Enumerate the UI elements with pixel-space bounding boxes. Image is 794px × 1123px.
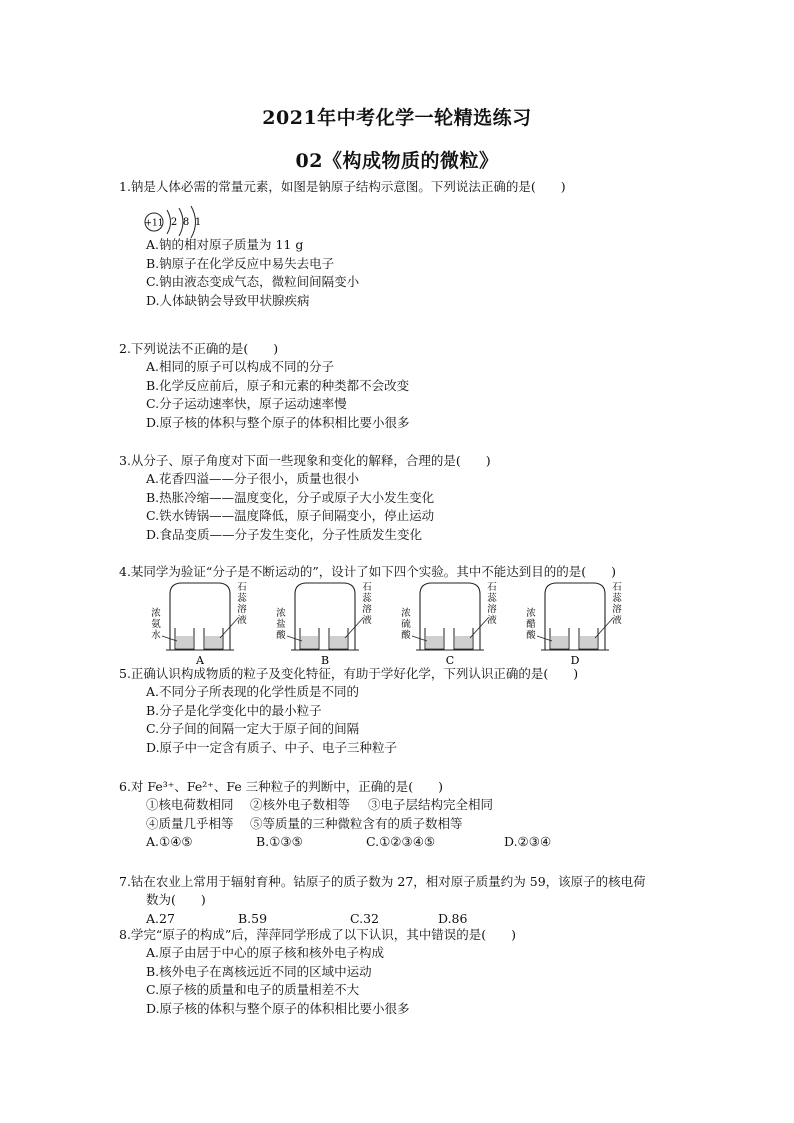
question-6-option-b: B.①③⑤ — [256, 834, 303, 850]
nucleus-charge: +11 — [144, 218, 164, 229]
setup-letter: D — [570, 654, 580, 666]
question-1-stem: 1.钠是人体必需的常量元素，如图是钠原子结构示意图。下列说法正确的是( ) — [119, 179, 566, 194]
right-reagent-label: 石蕊溶液 — [612, 582, 622, 626]
question-3-option-b: B.热胀冷缩——温度变化，分子或原子大小发生变化 — [146, 489, 435, 505]
left-reagent-label: 浓硫酸 — [401, 608, 411, 641]
question-3-stem: 3.从分子、原子角度对下面一些现象和变化的解释，合理的是( ) — [119, 453, 491, 468]
setup-letter: A — [196, 654, 204, 666]
question-7-option-b: B.59 — [238, 910, 268, 926]
question-2-stem: 2.下列说法不正确的是( ) — [119, 341, 279, 356]
question-7-option-a: A.27 — [146, 910, 175, 926]
right-liquid — [580, 636, 597, 648]
right-liquid — [330, 636, 347, 648]
question-6-statements-row-2 — [119, 815, 719, 833]
question-8-option-b: B.核外电子在离核远近不同的区域中运动 — [146, 963, 372, 979]
shell-3-electrons: 1 — [194, 217, 202, 228]
right-reagent-label: 石蕊溶液 — [237, 582, 247, 626]
setup-d — [526, 582, 622, 666]
shell-1-electrons: 2 — [170, 217, 178, 228]
question-6-option-a: A.①④⑤ — [146, 834, 193, 850]
statement-5: ⑤等质量的三种微粒含有的质子数相等 — [250, 815, 463, 831]
setup-a — [151, 582, 247, 666]
question-6-statements-row-1 — [119, 796, 719, 814]
setup-b — [276, 582, 372, 666]
question-8 — [119, 926, 719, 1018]
question-5-option-a: A.不同分子所表现的化学性质是不同的 — [146, 684, 360, 700]
question-5-option-b: B.分子是化学变化中的最小粒子 — [146, 702, 322, 718]
right-reagent-label: 石蕊溶液 — [362, 582, 372, 626]
left-reagent-label: 浓氨水 — [151, 608, 161, 641]
page-subtitle: 02《构成物质的微粒》 — [295, 150, 499, 172]
experiment-apparatus-diagram — [130, 578, 640, 666]
question-6 — [119, 778, 719, 852]
question-7-stem-continued: 数为( ) — [146, 892, 206, 908]
question-8-option-c: C.原子核的质量和电子的质量相差不大 — [146, 982, 360, 998]
question-1-option-d: D.人体缺钠会导致甲状腺疾病 — [146, 292, 310, 308]
setup-letter: C — [445, 654, 455, 666]
question-5-stem: 5.正确认识构成物质的粒子及变化特征，有助于学好化学，下列认识正确的是( ) — [119, 666, 579, 681]
right-liquid — [455, 636, 472, 648]
question-7-option-d: D.86 — [438, 910, 468, 926]
question-1-option-a: A.钠的相对原子质量为 11 g — [146, 237, 304, 253]
question-6-option-c: C.①②③④⑤ — [366, 834, 436, 850]
question-7 — [119, 873, 719, 928]
statement-3: ③电子层结构完全相同 — [368, 797, 494, 813]
question-7-option-c: C.32 — [350, 910, 379, 926]
left-liquid — [426, 636, 443, 648]
question-6-stem: 6.对 Fe³⁺、Fe²⁺、Fe 三种粒子的判断中，正确的是( ) — [119, 779, 444, 794]
left-reagent-label: 浓醋酸 — [526, 608, 536, 641]
question-2 — [119, 340, 719, 432]
question-2-option-a: A.相同的原子可以构成不同的分子 — [146, 359, 335, 375]
question-2-option-d: D.原子核的体积与整个原子的体积相比要小很多 — [146, 414, 410, 430]
left-reagent-label: 浓盐酸 — [276, 608, 286, 641]
question-2-option-c: C.分子运动速率快，原子运动速率慢 — [146, 396, 347, 412]
right-reagent-label: 石蕊溶液 — [487, 582, 497, 626]
setup-letter: B — [320, 654, 330, 666]
question-3 — [119, 452, 719, 544]
question-4-stem: 4.某同学为验证“分子是不断运动的”，设计了如下四个实验。其中不能达到目的的是( ) — [119, 564, 616, 579]
question-1 — [119, 178, 719, 310]
question-5-option-c: C.分子间的间隔一定大于原子间的间隔 — [146, 721, 360, 737]
setup-c — [401, 582, 497, 666]
question-3-option-d: D.食品变质——分子发生变化，分子性质发生变化 — [146, 526, 423, 542]
question-5-option-d: D.原子中一定含有质子、中子、电子三种粒子 — [146, 739, 398, 755]
question-5 — [119, 665, 719, 757]
statement-1: ①核电荷数相同 — [146, 797, 234, 813]
question-1-option-c: C.钠由液态变成气态，微粒间间隔变小 — [146, 274, 360, 290]
question-2-option-b: B.化学反应前后，原子和元素的种类都不会改变 — [146, 377, 410, 393]
question-8-option-a: A.原子由居于中心的原子核和核外电子构成 — [146, 945, 385, 961]
left-liquid — [176, 636, 193, 648]
question-8-stem: 8.学完“原子的构成”后，萍萍同学形成了以下认识，其中错误的是( ) — [119, 927, 516, 942]
page-title: 2021年中考化学一轮精选练习 — [262, 107, 532, 129]
question-6-options — [119, 833, 719, 851]
question-8-option-d: D.原子核的体积与整个原子的体积相比要小很多 — [146, 1000, 410, 1016]
right-liquid — [205, 636, 222, 648]
statement-2: ②核外电子数相等 — [250, 797, 351, 813]
shell-2-electrons: 8 — [182, 217, 190, 228]
question-6-option-d: D.②③④ — [504, 834, 552, 850]
left-liquid — [551, 636, 568, 648]
question-7-stem: 7.钴在农业上常用于辐射育种。钴原子的质子数为 27，相对原子质量约为 59，该原子的核电荷 — [119, 874, 646, 889]
question-3-option-a: A.花香四溢——分子很小，质量也很小 — [146, 471, 360, 487]
sodium-atom-structure-diagram — [143, 205, 213, 241]
statement-4: ④质量几乎相等 — [146, 815, 234, 831]
question-3-option-c: C.铁水铸锅——温度降低，原子间隔变小，停止运动 — [146, 508, 435, 524]
left-liquid — [301, 636, 318, 648]
question-1-option-b: B.钠原子在化学反应中易失去电子 — [146, 255, 335, 271]
